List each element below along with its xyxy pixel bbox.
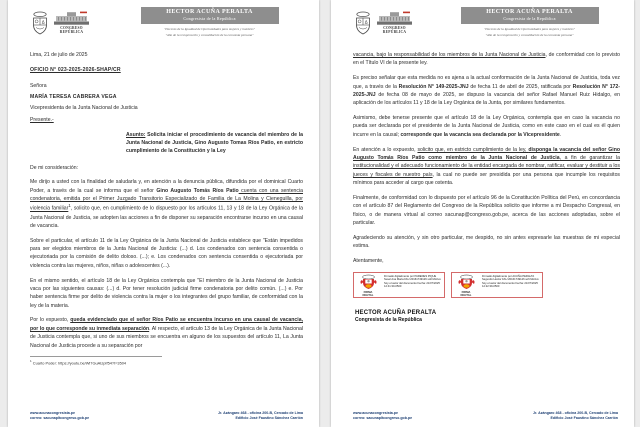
congress-building-icon [376, 11, 413, 26]
paragraph-3: En el mismo sentido, el artículo 18 de la Ley Orgánica contempla que "El miembro de la Junta Nacional de Justicia vaca por las siguientes causas: (...) d. Por tener resolución judicial firme condenatoria por delito común. (...) e. Por haber sentencia firme por delito de violencia contra la mujer o los integrantes del grupo familiar, de conformidad con la ley de la materia. [30, 277, 303, 309]
congress-mark-line1: CONGRESO [60, 25, 83, 30]
r-p1-rest: , de conformidad con lo previsto en el Título VI de la presente ley. [353, 52, 620, 67]
r-p2-a: Es preciso señalar que esta medida no es ajena a la actual conformación de la Junta Nacional de Justicia, toda vez que, a través de la [353, 75, 620, 90]
footer-contact [30, 411, 89, 421]
congressman-banner [141, 7, 279, 24]
footnote-marker: 1 [30, 358, 32, 363]
addressee-title: Señora [30, 82, 47, 89]
r-paragraph-6: Agradeciendo su atención, y sin otro particular, me despido, no sin antes expresarle las muestras de mi especial estima. [353, 234, 620, 250]
p1-part-c: , solicito que, en cumplimiento de lo dispuesto por los artículos 11, 13 y 18 de la Ley Orgánica de la Junta Nacional de Justicia, se adopten las acciones a fin de disponer su separación encontrarse incurso en una causal de vacancia. [30, 206, 303, 229]
resolution-172: Resolución N° 172-2025-JNJ [353, 83, 620, 98]
congressman-banner-2 [461, 7, 599, 24]
footer-website[interactable]: www.acunacongresista.pe [30, 410, 76, 415]
institutional-logo-2 [353, 7, 439, 36]
footer-address [218, 411, 303, 421]
footer-address-line1: Jr. Azángaro 468 - oficina 200-B, Cercado de Lima [218, 410, 303, 415]
p4-emphasis: queda evidenciado que el señor Ríos Patio se encuentra incurso en una causal de vacancia, por lo que corresponde su inmediata separación [30, 317, 303, 332]
resolution-149: Resolución N° 149-2025-JNJ [398, 83, 469, 90]
closing-line: Atentamente, [353, 257, 384, 264]
p1-underlined: cuenta con una sentencia condenatoria, emitida por el Primer Juzgado Transitorio Especializado de Familia de La Molina y Cieneguilla, por violencia familiar [30, 187, 303, 213]
signature-emblem-label-1: FIRMA DIGITAL [362, 289, 374, 297]
r-paragraph-3 [353, 114, 620, 139]
signer-name: HECTOR ACUÑA PERALTA [355, 310, 437, 317]
header-banner-block-2 [439, 7, 620, 37]
footer-address-line2: Edificio José Faustino Sánchez Carrión [235, 415, 303, 420]
footer-address-2 [533, 411, 618, 421]
r-p1-underlined: vacancia, bajo la responsabilidad de los miembros de la Junta Nacional de Justicia [353, 52, 546, 58]
footnote-ref: 1 [68, 203, 71, 209]
page-1-body [30, 51, 303, 350]
congress-mark-line1: CONGRESO [383, 25, 406, 30]
peru-shield-icon [359, 274, 378, 290]
congress-mark-line2: REPÚBLICA [382, 30, 407, 35]
peru-coat-of-arms-icon [30, 10, 50, 36]
page-header [30, 7, 303, 51]
header-banner-block [116, 7, 303, 37]
r-p3-end: . [559, 131, 562, 138]
signature-emblem-2 [452, 273, 480, 297]
digital-signature-1[interactable] [353, 272, 445, 298]
congress-wordmark-2 [376, 11, 413, 34]
footer-email[interactable]: correo: sacunapltcongreso.gob.pe [30, 415, 90, 420]
date-line: Lima, 21 de julio de 2025 [30, 52, 88, 58]
footnote-text[interactable]: Cuarto Poder: https://youtu.be/Wl7GuAIzpIf54?t=3504 [31, 360, 127, 366]
congress-building-icon [53, 11, 90, 26]
signature-row [353, 272, 620, 298]
signer-role: Congresista de la República [355, 317, 422, 324]
peru-coat-of-arms-icon [353, 10, 373, 36]
slogan-line-1: "Decenio de la Igualdad de Oportunidades para mujeres y hombres" [164, 27, 255, 31]
page-2-footer [353, 411, 618, 421]
asunto-text: Solicita iniciar el procedimiento de vacancia del miembro de la Junta Nacional de Justicia, Gino Augusto Tomas Ríos Patio, en estricto cumplimiento de la Constitución y la Ley [126, 131, 303, 155]
peru-shield-icon [457, 274, 476, 290]
footnote [30, 356, 162, 365]
r-p4-rest: , la cual no puede ser presidida por una persona que incumple los requisitos mínimos para acceder al cargo que ostenta. [353, 171, 620, 186]
signature-metadata-1: Firmado digitalmente por PAREDES PIQUE Susel Ana Maria FAU 20161749126 soft Motivo: Soy el autor del documento Fecha: 21/07/2025 12:41:30-0500 [384, 274, 442, 289]
r-paragraph-1 [353, 51, 620, 68]
footer-address-line1: Jr. Azángaro 468 - oficina 200-B, Cercado de Lima [533, 410, 618, 415]
page-1-footer [30, 411, 303, 421]
footer-website[interactable]: www.acunacongresista.pe [353, 410, 399, 415]
asunto-block [126, 131, 303, 156]
addressee-role: Vicepresidenta de la Junta Nacional de Justicia [30, 105, 138, 112]
congress-mark-line2: REPÚBLICA [59, 30, 84, 35]
r-paragraph-5: Finalmente, de conformidad con lo dispuesto por el artículo 96 de la Constitución Política del Perú, en concordancia con el artículo 87 del Reglamento del Congreso de la República solicito que informe a mi Despacho Congresal, en físico, o de manera virtual al correo sacunap@congreso.gob.pe, acerca de las acciones adoptadas, sobre el particular. [353, 194, 620, 226]
p1-subject-name: Gino Augusto Tomás Ríos Patio [156, 187, 239, 194]
banner-name: HECTOR ACUÑA PERALTA [486, 9, 573, 15]
page-2-header [353, 7, 620, 51]
signature-emblem-label-2: FIRMA DIGITAL [460, 289, 472, 297]
salutation: De mi consideración: [30, 164, 79, 171]
p4-part-a: Por lo expuesto, [30, 317, 71, 324]
signer-block [355, 310, 620, 323]
r-p3-a: Asimismo, debe tenerse presente que el artículo 18 de la Ley Orgánica, contempla que en caso la vacancia no pueda ser declarada por el presidente de la Junta Nacional de Justicia, como en este caso en el cual es él quien incurre en la causal; [353, 115, 620, 138]
asunto-label: Asunto: [126, 131, 146, 138]
footer-contact-2 [353, 411, 412, 421]
page-2-body [353, 51, 620, 265]
signature-emblem-1 [354, 273, 382, 297]
slogan-line-2: "Año de la recuperación y consolidación de la economía peruana" [485, 33, 574, 37]
institutional-logo [30, 7, 116, 36]
r-p4-a: En atención a lo expuesto, [353, 146, 418, 153]
r-p2-d: de fecha 08 de mayo de 2025, se dispuso la vacancia del señor Rafael Manuel Ruiz Hidalgo, en aplicación de los artículos 11 y 18 de la Ley Orgánica de la Junta, por similares fundamentos. [353, 91, 620, 107]
footer-email[interactable]: correo: sacunapltcongreso.gob.pe [353, 415, 413, 420]
r-paragraph-2 [353, 74, 620, 107]
signature-metadata-2: Firmado digitalmente por ACUÑA PERALTA Segundo Hector FAU 20161749126 soft Motivo: Soy el autor del documento Fecha: 21/07/2025 12:22:39-0500 [482, 274, 540, 289]
r-p4-request: disponga la vacancia del señor Gino Augusto Tomás Ríos Patio como miembro de la Junta Nacional de Justicia [353, 146, 620, 161]
presente-line: Presente.- [30, 116, 54, 123]
document-page-1[interactable] [8, 0, 319, 427]
r-paragraph-4 [353, 146, 620, 188]
document-page-2[interactable] [331, 0, 634, 427]
paragraph-2: Sobre el particular, el artículo 11 de la Ley Orgánica de la Junta Nacional de Justicia establece que "Están impedidos para ser elegidos miembros de la Junta Nacional de Justicia: (...) d. Los condenados con sentencia consentida o ejecutoriada por la comisión de delito doloso. (...); e. Los condenados con sentencia consentida o ejecutoriada por violencia contra las mujeres, niños, niñas o adolescentes (...). [30, 237, 303, 269]
r-p2-c: de fecha 11 de abril de 2025, ratificada por [468, 83, 573, 90]
r-p3-emphasis: corresponde que la vacancia sea declarada por la Vicepresidente [400, 131, 560, 138]
paragraph-4 [30, 316, 303, 349]
oficio-number: OFICIO N° 023-2025-2026-SHAP/CR [30, 67, 121, 74]
digital-signature-2[interactable] [451, 272, 543, 298]
congress-wordmark [53, 11, 90, 34]
banner-role: Congresista de la República [503, 16, 556, 21]
p1-part-a: Me dirijo a usted con la finalidad de saludarla y, en atención a la denuncia pública, difundida por el dominical Cuarto Poder, a través de la cual se informa que el señor [30, 179, 303, 194]
addressee-name: MARÍA TERESA CABRERA VEGA [30, 94, 117, 101]
banner-name: HECTOR ACUÑA PERALTA [166, 9, 253, 15]
footer-address-line2: Edificio José Faustino Sánchez Carrión [550, 415, 618, 420]
p4-part-b: . Al respecto, el artículo 13 de la Ley Orgánica de la Junta Nacional de Justicia contempla que, si uno de sus miembros se encuentra en alguno de los supuestos del artículo 11, La Junta Nacional de Justicia procede a su separación por [30, 325, 303, 349]
banner-role: Congresista de la República [183, 16, 236, 21]
paragraph-1 [30, 178, 303, 230]
r-p4-u2: , a fin de garantizar la institucionalidad y el adecuado funcionamiento de la entidad encargada de nombrar, ratificar, evaluar y destituir a los jueces y fiscales de nuestro país [353, 154, 621, 178]
slogan-line-2: "Año de la recuperación y consolidación de la economía peruana" [165, 33, 254, 37]
r-p4-u1: solicito que, en estricto cumplimiento de la ley, [417, 146, 529, 153]
slogan-line-1: "Decenio de la Igualdad de Oportunidades para mujeres y hombres" [484, 27, 575, 31]
